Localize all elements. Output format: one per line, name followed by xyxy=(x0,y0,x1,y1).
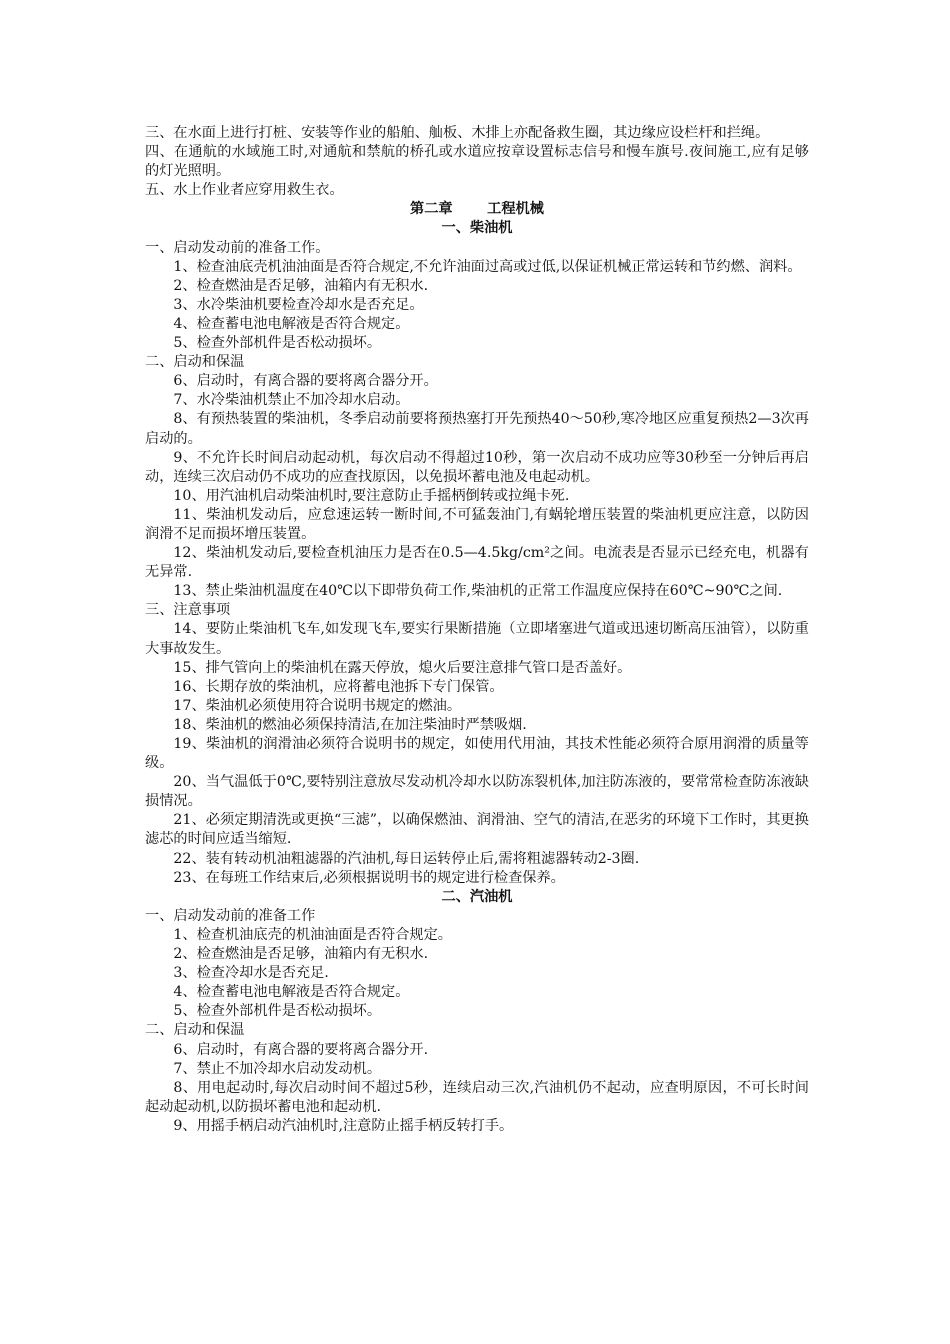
list-item: 19、柴油机的润滑油必须符合说明书的规定，如使用代用油，其技术性能必须符合原用润滑的质量等级。 xyxy=(145,736,809,772)
list-item: 13、禁止柴油机温度在40℃以下即带负荷工作,柴油机的正常工作温度应保持在60℃~90℃之间. xyxy=(173,583,783,600)
list-item: 3、检查冷却水是否充足. xyxy=(173,965,329,982)
paragraph: 四、在通航的水域施工时,对通航和禁航的桥孔或水道应按章设置标志信号和慢车旗号.夜间施工,应有足够的灯光照明。 xyxy=(145,144,809,180)
list-item: 16、长期存放的柴油机，应将蓄电池拆下专门保管。 xyxy=(173,678,504,695)
list-item: 14、要防止柴油机飞车,如发现飞车,要实行果断措施（立即堵塞进气道或迅速切断高压油管），以防重大事故发生。 xyxy=(145,621,809,657)
subsection-heading: 一、启动发动前的准备工作 xyxy=(145,907,316,924)
paragraph: 五、水上作业者应穿用救生衣。 xyxy=(145,182,344,199)
section-title: 二、汽油机 xyxy=(441,888,513,905)
list-item: 6、启动时，有离合器的要将离合器分开. xyxy=(173,1041,429,1058)
list-item: 4、检查蓄电池电解液是否符合规定。 xyxy=(173,315,410,332)
list-item: 18、柴油机的燃油必须保持清洁,在加注柴油时严禁吸烟. xyxy=(173,716,527,733)
list-item: 7、禁止不加冷却水启动发动机。 xyxy=(173,1060,382,1077)
document-body xyxy=(145,124,809,1136)
list-item: 5、检查外部机件是否松动损坏。 xyxy=(173,1003,382,1020)
list-item: 2、检查燃油是否足够，油箱内有无积水. xyxy=(173,277,429,294)
list-item: 22、装有转动机油粗滤器的汽油机,每日运转停止后,需将粗滤器转动2-3圈. xyxy=(173,850,640,867)
chapter-title: 第二章 工程机械 xyxy=(410,201,544,218)
list-item: 21、必须定期清洗或更换“三滤”，以确保燃油、润滑油、空气的清洁,在恶劣的环境下工作时，其更换滤芯的时间应适当缩短. xyxy=(145,812,809,848)
list-item: 7、水冷柴油机禁止不加冷却水启动。 xyxy=(173,392,410,409)
list-item: 8、有预热装置的柴油机，冬季启动前要将预热塞打开先预热40～50秒,寒冷地区应重复预热2—3次再启动的。 xyxy=(145,411,809,447)
list-item: 3、水冷柴油机要检查冷却水是否充足。 xyxy=(173,296,424,313)
subsection-heading: 二、启动和保温 xyxy=(145,354,245,371)
list-item: 8、用电起动时,每次启动时间不超过5秒，连续启动三次,汽油机仍不起动，应查明原因，不可长时间起动起动机,以防损坏蓄电池和起动机. xyxy=(145,1079,809,1115)
section-title: 一、柴油机 xyxy=(441,220,513,237)
list-item: 9、用摇手柄启动汽油机时,注意防止摇手柄反转打手。 xyxy=(173,1117,514,1134)
paragraph: 三、在水面上进行打桩、安装等作业的船舶、舢板、木排上亦配备救生圈，其边缘应设栏杆和拦绳。 xyxy=(145,125,770,141)
list-item: 10、用汽油机启动柴油机时,要注意防止手摇柄倒转或拉绳卡死. xyxy=(173,487,570,504)
list-item: 1、检查油底壳机油油面是否符合规定,不允许油面过高或过低,以保证机械正常运转和节约燃、润料。 xyxy=(173,258,802,275)
subsection-heading: 二、启动和保温 xyxy=(145,1022,245,1039)
list-item: 1、检查机油底壳的机油油面是否符合规定。 xyxy=(173,926,452,943)
list-item: 12、柴油机发动后,要检查机油压力是否在0.5—4.5kg/cm²之间。电流表是否显示已经充电，机器有无异常. xyxy=(145,545,809,581)
list-item: 6、启动时，有离合器的要将离合器分开。 xyxy=(173,373,438,390)
list-item: 5、检查外部机件是否松动损坏。 xyxy=(173,335,382,352)
list-item: 15、排气管向上的柴油机在露天停放，熄火后要注意排气管口是否盖好。 xyxy=(173,659,632,676)
subsection-heading: 一、启动发动前的准备工作。 xyxy=(145,239,330,256)
list-item: 23、在每班工作结束后,必须根据说明书的规定进行检查保养。 xyxy=(173,869,565,886)
subsection-heading: 三、注意事项 xyxy=(145,602,231,619)
list-item: 4、检查蓄电池电解液是否符合规定。 xyxy=(173,984,410,1001)
list-item: 20、当气温低于0℃,要特别注意放尽发动机冷却水以防冻裂机体,加注防冻液的，要常常检查防冻液缺损情况。 xyxy=(145,774,809,810)
list-item: 9、不允许长时间启动起动机，每次启动不得超过10秒，第一次启动不成功应等30秒至一分钟后再启动，连续三次启动仍不成功的应查找原因，以免损坏蓄电池及电起动机。 xyxy=(145,449,809,485)
list-item: 11、柴油机发动后，应怠速运转一断时间,不可猛轰油门,有蜗轮增压装置的柴油机更应注意，以防因润滑不足而损坏增压装置。 xyxy=(145,506,809,542)
list-item: 17、柴油机必须使用符合说明书规定的燃油。 xyxy=(173,697,462,714)
list-item: 2、检查燃油是否足够，油箱内有无积水. xyxy=(173,946,429,963)
